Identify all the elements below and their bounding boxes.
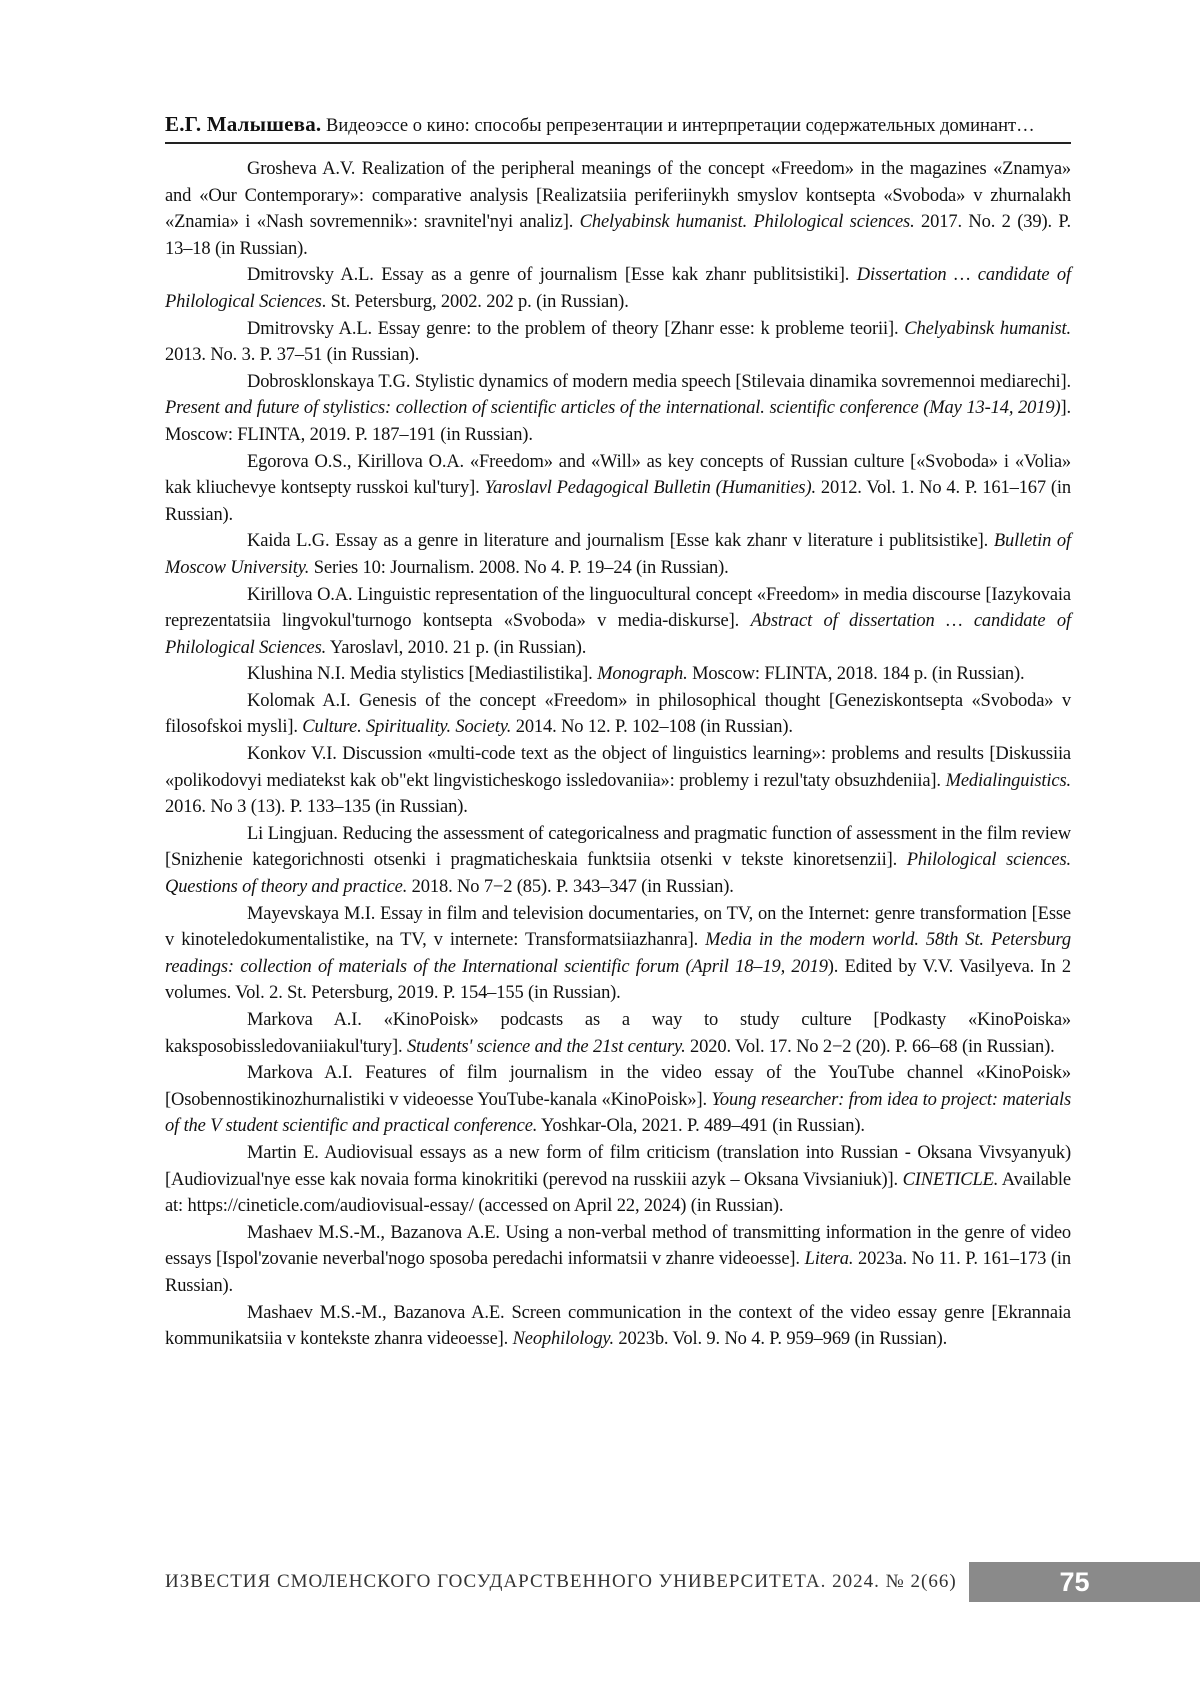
reference-text: Kirillova O.A. Linguistic representation of the linguocultural concept «Freedom» in media discourse [Iazykovaia reprezentatsiia lingvokul'turnogo kontsepta «Svoboda» v media-diskurse]. bbox=[165, 584, 1071, 632]
reference-text: Mashaev M.S.-M., Bazanova A.E. Screen communication in the context of the video essay genre [Ekrannaia kommunikatsiia v kontekste zhanra videoesse]. bbox=[165, 1302, 1071, 1350]
reference-details: 2013. No. 3. P. 37–51 (in Russian). bbox=[165, 345, 420, 366]
reference-source: Dissertation … candidate of Philological Sciences bbox=[165, 265, 1071, 312]
reference-item bbox=[165, 369, 1071, 449]
reference-source: Medialinguistics. bbox=[945, 770, 1071, 791]
reference-item bbox=[165, 156, 1071, 262]
reference-text: Dmitrovsky A.L. Essay as a genre of journalism [Esse kak zhanr publitsistiki]. bbox=[247, 265, 857, 286]
reference-item bbox=[165, 1060, 1071, 1140]
reference-item bbox=[165, 821, 1071, 901]
reference-source: Philological sciences. Questions of theory and practice. bbox=[165, 850, 1072, 898]
reference-source: Bulletin of Moscow University. bbox=[165, 531, 1071, 578]
reference-source: Students' science and the 21st century. bbox=[406, 1036, 686, 1057]
page-number: 75 bbox=[969, 1562, 1200, 1602]
reference-details: 2020. Vol. 17. No 2−2 (20). P. 66–68 (in Russian). bbox=[685, 1036, 1055, 1057]
reference-source: Media in the modern world. 58th St. Petersburg readings: collection of materials of the International scientific forum (April 18–19, 2019 bbox=[165, 930, 1071, 977]
reference-details: . St. Petersburg, 2002. 202 p. (in Russian). bbox=[321, 291, 629, 312]
reference-details: Yaroslavl, 2010. 21 p. (in Russian). bbox=[326, 637, 587, 658]
reference-details: 2017. No. 2 (39). P. 13–18 (in Russian). bbox=[165, 212, 1071, 259]
reference-text: Mashaev M.S.-M., Bazanova A.E. Using a non-verbal method of transmitting information in the genre of video essays [Ispol'zovanie neverbal'nogo sposoba peredachi informatsii v zhanre videoesse]. bbox=[165, 1222, 1071, 1270]
reference-item bbox=[165, 449, 1071, 529]
reference-item bbox=[165, 741, 1071, 821]
reference-item bbox=[165, 901, 1071, 1007]
reference-source: Culture. Spirituality. Society. bbox=[302, 717, 512, 738]
footer-journal-title: ИЗВЕСТИЯ СМОЛЕНСКОГО ГОСУДАРСТВЕННОГО УНИВЕРСИТЕТА. 2024. № 2(66) bbox=[165, 1571, 957, 1592]
reference-item bbox=[165, 528, 1071, 581]
reference-text: Mayevskaya M.I. Essay in film and television documentaries, on TV, on the Internet: genre transformation [Esse v kinoteledokumentalistike, na TV, v internete: Transformatsiiazhanra]. bbox=[165, 903, 1071, 951]
reference-source: Abstract of dissertation … candidate of Philological Sciences. bbox=[165, 611, 1071, 658]
reference-text: Li Lingjuan. Reducing the assessment of categoricalness and pragmatic function of assessment in the film review [Snizhenie kategorichnosti otsenki i pragmaticheskaia funktsiia otsenki v tekste kinoretsenzii]. bbox=[165, 823, 1071, 871]
reference-text: Kaida L.G. Essay as a genre in literature and journalism [Esse kak zhanr v literature i publitsistike]. bbox=[247, 531, 994, 552]
reference-source: Young researcher: from idea to project: materials of the V student scientific and practical conference. bbox=[165, 1089, 1071, 1137]
reference-text: Klushina N.I. Media stylistics [Mediastilistika]. bbox=[247, 664, 598, 685]
reference-text: Dmitrovsky A.L. Essay genre: to the problem of theory [Zhanr esse: k probleme teorii]. bbox=[247, 318, 905, 339]
reference-source: Yaroslavl Pedagogical Bulletin (Humanities). bbox=[484, 478, 816, 499]
reference-text: Markova A.I. «KinoPoisk» podcasts as a way to study culture [Podkasty «KinoPoiska» kaksposobissledovaniiakul'tury]. bbox=[165, 1010, 1071, 1057]
reference-source: Chelyabinsk humanist. bbox=[904, 318, 1071, 339]
reference-details: Yoshkar-Ola, 2021. P. 489–491 (in Russian). bbox=[537, 1116, 865, 1137]
reference-details: ). Edited by V.V. Vasilyeva. In 2 volumes. Vol. 2. St. Petersburg, 2019. P. 154–155 (in Russian). bbox=[165, 956, 1071, 1004]
reference-text: Egorova O.S., Kirillova O.A. «Freedom» and «Will» as key concepts of Russian culture [«Svoboda» i «Volia» kak kliuchevye kontsepty russkoi kul'tury]. bbox=[165, 451, 1071, 499]
header-article-title: Видеоэссе о кино: способы репрезентации и интерпретации содержательных доминант… bbox=[326, 116, 1035, 136]
reference-details: 2016. No 3 (13). P. 133–135 (in Russian). bbox=[165, 797, 468, 818]
reference-item bbox=[165, 582, 1071, 662]
reference-text: Grosheva A.V. Realization of the peripheral meanings of the concept «Freedom» in the magazines «Znamya» and «Our Contemporary»: comparative analysis [Realizatsiia periferiinykh smyslov kontsepta «Svoboda» v zhurnalakh «Znamia» i «Nash sovremennik»: sravnitel'nyi analiz]. bbox=[165, 159, 1071, 233]
reference-item bbox=[165, 262, 1071, 315]
reference-details: 2012. Vol. 1. No 4. P. 161–167 (in Russian). bbox=[165, 478, 1072, 525]
reference-text: Markova A.I. Features of film journalism in the video essay of the YouTube channel «KinoPoisk» [Osobennostikinozhurnalistiki v videoesse YouTube-kanala «KinoPoisk»]. bbox=[165, 1063, 1071, 1110]
reference-item bbox=[165, 1220, 1071, 1300]
reference-details: ]. Moscow: FLINTA, 2019. P. 187–191 (in Russian). bbox=[165, 398, 1071, 445]
reference-item bbox=[165, 661, 1071, 688]
reference-item bbox=[165, 688, 1071, 741]
header-author: Е.Г. Малышева. bbox=[165, 112, 322, 136]
reference-details: 2014. No 12. P. 102–108 (in Russian). bbox=[511, 717, 793, 738]
reference-item bbox=[165, 316, 1071, 369]
reference-source: Litera. bbox=[804, 1249, 854, 1270]
reference-details: Series 10: Journalism. 2008. No 4. P. 19–24 (in Russian). bbox=[309, 557, 729, 578]
reference-item bbox=[165, 1007, 1071, 1060]
reference-source: Chelyabinsk humanist. Philological sciences. bbox=[579, 212, 915, 233]
reference-details: Available at: https://cineticle.com/audiovisual-essay/ (accessed on April 22, 2024) (in Russian). bbox=[165, 1169, 1071, 1217]
reference-source: Present and future of stylistics: collection of scientific articles of the international. scientific conference (May 13-14, 2019) bbox=[165, 398, 1061, 419]
reference-item bbox=[165, 1140, 1071, 1220]
reference-source: Neophilology. bbox=[512, 1329, 614, 1350]
reference-text: Kolomak A.I. Genesis of the concept «Freedom» in philosophical thought [Geneziskontsepta «Svoboda» v filosofskoi mysli]. bbox=[165, 690, 1071, 738]
reference-details: 2023a. No 11. P. 161–173 (in Russian). bbox=[165, 1249, 1072, 1296]
reference-source: Monograph. bbox=[597, 664, 688, 685]
reference-item bbox=[165, 1300, 1071, 1353]
reference-text: Martin E. Audiovisual essays as a new form of film criticism (translation into Russian - Oksana Vivsyanyuk) [Audiovizual'nye esse kak novaia forma kinokritiki (perevod na russkiii azyk – Oksana Vivsianiuk)]. bbox=[165, 1142, 1071, 1190]
reference-details: 2023b. Vol. 9. No 4. P. 959–969 (in Russian). bbox=[613, 1329, 948, 1350]
reference-text: Dobrosklonskaya T.G. Stylistic dynamics of modern media speech [Stilevaia dinamika sovremennoi mediarechi]. bbox=[247, 371, 1071, 392]
reference-source: CINETICLE. bbox=[902, 1169, 999, 1190]
running-head bbox=[165, 112, 1071, 144]
references-list bbox=[165, 156, 1071, 1353]
reference-details: Moscow: FLINTA, 2018. 184 p. (in Russian). bbox=[687, 664, 1025, 685]
reference-text: Konkov V.I. Discussion «multi-code text as the object of linguistics learning»: problems and results [Diskussiia «polikodovyi mediatekst kak ob"ekt lingvisticheskogo issledovaniia»: problemy i rezul'taty obsuzhdeniia]. bbox=[165, 744, 1071, 791]
reference-details: 2018. No 7−2 (85). P. 343–347 (in Russian). bbox=[407, 877, 734, 898]
